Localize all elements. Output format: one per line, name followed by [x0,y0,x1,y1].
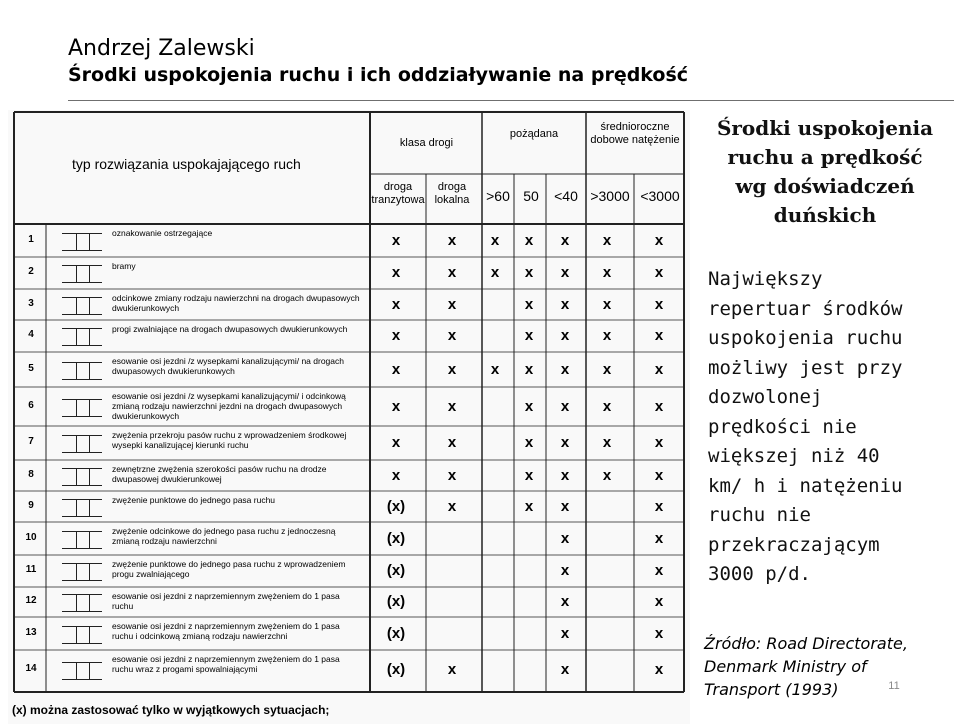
cell-mark: x [391,397,401,415]
cell-mark: x [560,624,570,642]
col-header-local-road: droga lokalna [434,181,470,206]
cell-mark: x [654,593,664,610]
cell-mark: x [447,327,457,344]
cell-mark: x [654,497,664,515]
cell-mark: x [654,397,664,415]
cell-mark: x [560,360,570,378]
author-name: Andrzej Zalewski [68,36,255,61]
col-header-under3000: <3000 [640,188,680,204]
page-number: 11 [888,680,900,692]
cell-mark: x [560,562,570,579]
road-diagram-icon [62,328,102,346]
road-diagram-detail [76,400,90,416]
cell-mark: (x) [386,529,406,547]
road-diagram-icon [62,362,102,380]
road-diagram-detail [76,500,90,516]
cell-mark: x [560,593,570,610]
row-description: esowanie osi jezdni /z wysepkami kanalizującymi/ i odcinkową zmianą rodzaju nawierzchni jezdni na drogach dwupasowych dwukierunkowych [112,391,346,421]
row-number: 3 [28,297,34,309]
row-number: 14 [25,663,37,674]
cell-mark: x [490,231,500,249]
cell-mark: x [560,397,570,415]
body-line: repertuar środków [708,297,903,320]
road-diagram-icon [62,662,102,680]
cell-mark: (x) [386,624,406,642]
body-line: możliwy jest przy [708,356,903,379]
cell-mark: x [524,434,534,451]
cell-mark: x [560,231,570,249]
cell-mark: x [391,327,401,344]
cell-mark: x [654,562,664,579]
row-description: progi zwalniające na drogach dwupasowych dwukierunkowych [112,324,348,334]
road-diagram-detail [76,663,90,679]
cell-mark: x [602,466,612,484]
cell-mark: x [524,327,534,344]
cell-mark: x [560,434,570,451]
row-number: 6 [28,399,34,411]
cell-mark: x [391,434,401,451]
row-description: odcinkowe zmiany rodzaju nawierzchni na drogach dwupasowych dwukierunkowych [112,293,360,313]
cell-mark: x [602,360,612,378]
cell-mark: (x) [386,661,406,678]
presentation-subtitle: Środki uspokojenia ruchu i ich oddziaływanie na prędkość [68,64,689,86]
header-traffic-volume: średnioroczne dobowe natężenie [590,121,680,146]
row-description: esowanie osi jezdni z naprzemiennym zwężeniem do 1 pasa ruchu wraz z progami spowalniającymi [112,654,340,674]
row-number: 11 [25,564,37,575]
row-description: zwężenia przekroju pasów ruchu z wprowadzeniem środkowej wysepki kanalizującej kierunki ruchu [112,430,347,450]
cell-mark: x [447,661,457,678]
cell-mark: x [654,231,664,249]
cell-mark: x [391,466,401,484]
cell-mark: x [654,295,664,313]
cell-mark: x [447,360,457,378]
cell-mark: x [447,264,457,281]
road-diagram-icon [62,399,102,417]
road-diagram-detail [76,298,90,314]
side-title-line: Środki uspokojenia [716,116,934,140]
road-diagram-detail [76,363,90,379]
cell-mark: x [560,661,570,678]
cell-mark: x [560,264,570,281]
source-line: Źródło: Road Directorate, [704,634,908,653]
source-citation [704,632,954,701]
cell-mark: x [524,360,534,378]
cell-mark: x [524,397,534,415]
cell-mark: x [447,397,457,415]
cell-mark: x [391,264,401,281]
table-footnote: (x) można zastosować tylko w wyjątkowych sytuacjach; [12,703,330,717]
row-description: esowanie osi jezdni z naprzemiennym zwężeniem do 1 pasa ruchu i odcinkową zmianą rodzaju nawierzchni [112,621,340,641]
cell-mark: x [602,397,612,415]
header-desired-speed: pożądana [509,128,559,140]
road-diagram-detail [76,234,90,250]
road-diagram-icon [62,265,102,283]
cell-mark: x [560,529,570,547]
col-header-transit-road: droga tranzytowa [371,181,425,206]
cell-mark: (x) [386,593,406,610]
side-body-text [708,265,953,590]
cell-mark: x [490,264,500,281]
road-diagram-detail [76,329,90,345]
cell-mark: x [560,466,570,484]
cell-mark: x [490,360,500,378]
row-description: esowanie osi jezdni /z wysepkami kanalizującymi/ na drogach dwupasowych dwukierunkowych [112,356,344,376]
cell-mark: x [447,466,457,484]
cell-mark: x [602,295,612,313]
row-number: 4 [28,329,34,340]
cell-mark: x [654,360,664,378]
source-line: Denmark Ministry of [704,657,867,676]
cell-mark: x [524,264,534,281]
cell-mark: x [447,434,457,451]
road-diagram-detail [76,595,90,611]
side-title-line: ruchu a prędkość [727,145,923,169]
row-description: zwężenie punktowe do jednego pasa ruchu [112,495,276,505]
road-diagram-icon [62,594,102,612]
cell-mark: x [560,497,570,515]
cell-mark: x [447,295,457,313]
body-line: większej niż 40 [708,445,880,467]
cell-mark: x [447,231,457,249]
road-diagram-detail [76,627,90,643]
cell-mark: x [654,264,664,281]
cell-mark: x [391,231,401,249]
body-line: przekraczającym [708,533,880,556]
cell-mark: x [654,466,664,484]
road-diagram-icon [62,233,102,251]
col-header-50: 50 [523,188,539,204]
road-diagram-icon [62,499,102,517]
body-line: 3000 p/d. [708,563,811,585]
cell-mark: x [602,264,612,281]
row-number: 5 [28,362,34,374]
cell-mark: x [524,466,534,484]
col-header-over60: >60 [486,188,510,204]
road-diagram-icon [62,563,102,581]
source-line: Transport (1993) [704,680,839,699]
row-number: 7 [28,436,34,447]
cell-mark: x [654,529,664,547]
row-description: oznakowanie ostrzegające [112,228,213,238]
cell-mark: x [447,497,457,515]
body-line: uspokojenia ruchu [708,327,903,349]
row-description: bramy [112,261,136,271]
row-number: 2 [28,266,34,277]
road-diagram-icon [62,468,102,486]
cell-mark: x [602,327,612,344]
cell-mark: x [654,624,664,642]
road-diagram-detail [76,532,90,548]
table-header-main: typ rozwiązania uspokajającego ruch [72,156,301,172]
body-line: Największy [708,268,823,290]
header-divider [68,100,954,101]
cell-mark: x [602,231,612,249]
road-diagram-detail [76,266,90,282]
road-diagram-icon [62,626,102,644]
road-diagram-icon [62,297,102,315]
cell-mark: x [391,295,401,313]
cell-mark: x [524,231,534,249]
cell-mark: (x) [386,497,406,515]
road-diagram-detail [76,436,90,452]
side-title [700,114,950,230]
road-diagram-icon [62,531,102,549]
side-title-line: wg doświadczeń [735,174,915,198]
cell-mark: x [654,434,664,451]
row-number: 8 [28,468,34,480]
row-number: 13 [25,626,37,638]
cell-mark: x [560,327,570,344]
row-number: 9 [28,499,34,511]
row-number: 12 [25,595,37,606]
col-header-under40: <40 [554,188,578,204]
road-diagram-icon [62,435,102,453]
row-description: zwężenie odcinkowe do jednego pasa ruchu z jednoczesną zmianą rodzaju nawierzchni [112,526,336,546]
body-line: dozwolonej [708,386,823,408]
row-description: zewnętrzne zwężenia szerokości pasów ruchu na drodze dwupasowej dwukierunkowej [112,464,327,484]
row-number: 10 [25,531,37,543]
cell-mark: x [524,295,534,313]
cell-mark: (x) [386,562,406,579]
body-line: prędkości nie [708,415,857,438]
cell-mark: x [391,360,401,378]
row-number: 1 [28,233,34,245]
cell-mark: x [560,295,570,313]
cell-mark: x [524,497,534,515]
cell-mark: x [602,434,612,451]
road-diagram-detail [76,469,90,485]
header-road-class: klasa drogi [399,137,454,149]
col-header-over3000: >3000 [590,188,630,204]
side-title-line: duńskich [773,203,877,227]
row-description: esowanie osi jezdni z naprzemiennym zwężeniem do 1 pasa ruchu [112,591,340,611]
cell-mark: x [654,661,664,678]
road-diagram-detail [76,564,90,580]
cell-mark: x [654,327,664,344]
body-line: ruchu nie [708,504,811,526]
body-line: km/ h i natężeniu [708,474,903,497]
row-description: zwężenie punktowe do jednego pasa ruchu z wprowadzeniem progu zwalniającego [112,559,346,579]
